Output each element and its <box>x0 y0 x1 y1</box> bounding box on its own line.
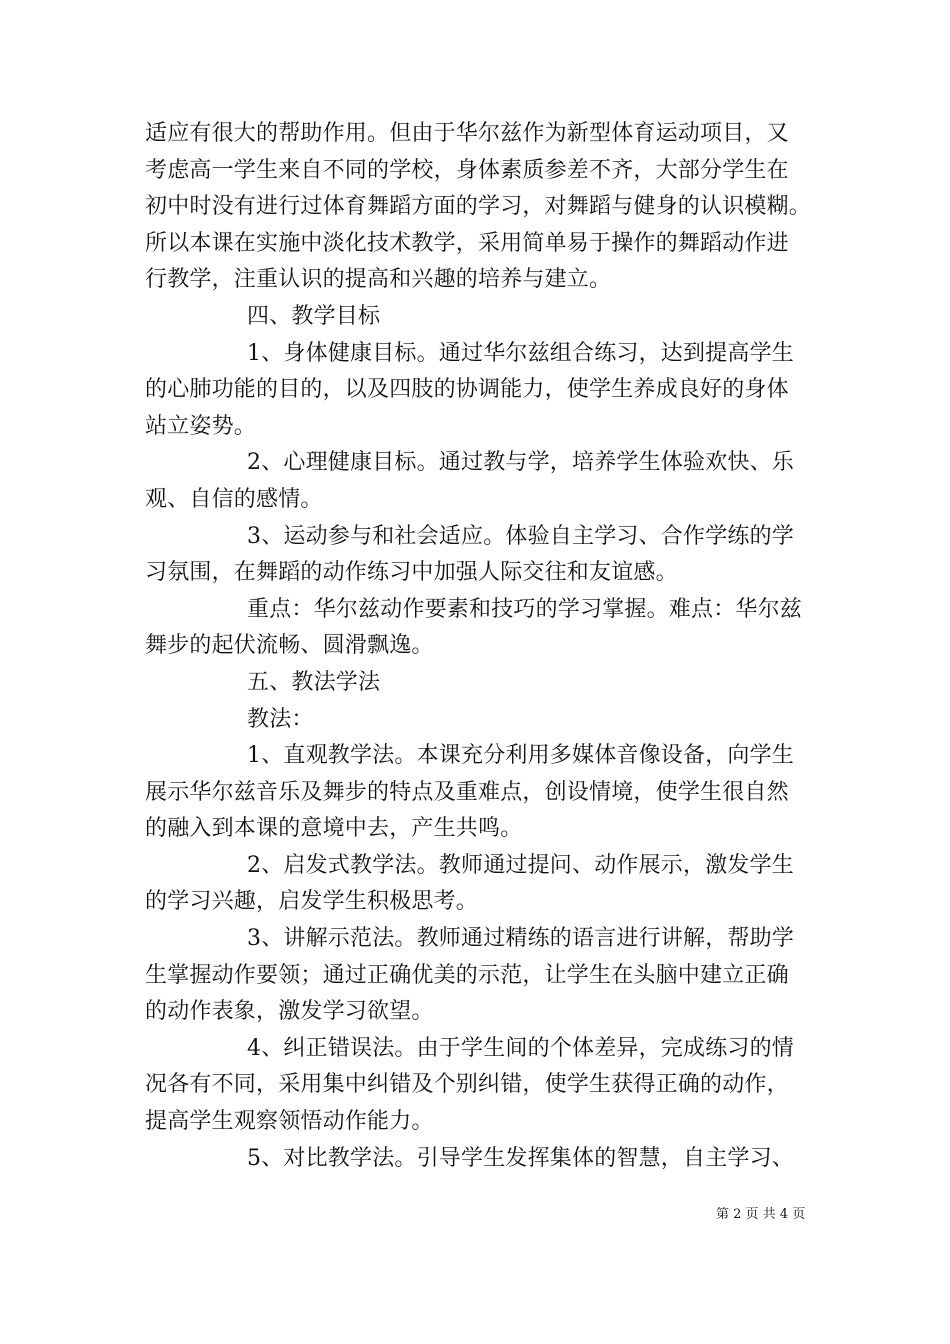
paragraph <box>145 921 815 1031</box>
text-line: 1、身体健康目标。通过华尔兹组合练习，达到提高学生 <box>247 340 794 366</box>
text-line: 适应有很大的帮助作用。但由于华尔兹作为新型体育运动项目，又 <box>145 121 789 146</box>
paragraph <box>145 519 815 592</box>
text-line: 况各有不同，采用集中纠错及个别纠错，使学生获得正确的动作， <box>145 1072 789 1098</box>
paragraph <box>145 1031 815 1141</box>
paragraph <box>145 445 815 518</box>
page-number-footer: 第 2 页 共 4 页 <box>716 1207 806 1222</box>
text-line: 舞步的起伏流畅、圆滑飘逸。 <box>145 633 434 659</box>
text-line: 2、启发式教学法。教师通过提问、动作展示，激发学生 <box>247 852 794 878</box>
text-line: 所以本课在实施中淡化技术教学，采用简单易于操作的舞蹈动作进 <box>145 230 789 256</box>
paragraph <box>145 116 815 299</box>
paragraph <box>145 738 815 848</box>
paragraph <box>145 665 815 702</box>
paragraph <box>145 299 815 336</box>
text-line: 重点：华尔兹动作要素和技巧的学习掌握。难点：华尔兹 <box>247 596 803 622</box>
text-line: 的融入到本课的意境中去，产生共鸣。 <box>145 816 523 842</box>
text-line: 5、对比教学法。引导学生发挥集体的智慧，自主学习、 <box>247 1145 794 1171</box>
text-line: 行教学，注重认识的提高和兴趣的培养与建立。 <box>145 267 612 293</box>
text-line: 1、直观教学法。本课充分利用多媒体音像设备，向学生 <box>247 743 794 769</box>
text-line: 四、教学目标 <box>247 303 381 329</box>
text-line: 生掌握动作要领；通过正确优美的示范，让学生在头脑中建立正确 <box>145 962 789 988</box>
document-body <box>145 116 815 1177</box>
text-line: 2、心理健康目标。通过教与学，培养学生体验欢快、乐 <box>247 450 794 476</box>
text-line: 初中时没有进行过体育舞蹈方面的学习，对舞蹈与健身的认识模糊。 <box>145 194 812 220</box>
text-line: 3、运动参与和社会适应。体验自主学习、合作学练的学 <box>247 523 794 549</box>
text-line: 站立姿势。 <box>145 413 257 439</box>
text-line: 教法： <box>247 706 314 732</box>
text-line: 的动作表象，激发学习欲望。 <box>145 999 434 1025</box>
paragraph <box>145 336 815 446</box>
text-line: 4、纠正错误法。由于学生间的个体差异，完成练习的情 <box>247 1035 794 1061</box>
text-line: 3、讲解示范法。教师通过精练的语言进行讲解，帮助学 <box>247 926 794 952</box>
text-line: 提高学生观察领悟动作能力。 <box>145 1109 434 1135</box>
text-line: 考虑高一学生来自不同的学校，身体素质参差不齐，大部分学生在 <box>145 157 789 183</box>
text-line: 展示华尔兹音乐及舞步的特点及重难点，创设情境，使学生很自然 <box>145 779 789 805</box>
paragraph <box>145 592 815 665</box>
paragraph <box>145 702 815 739</box>
paragraph <box>145 1141 815 1178</box>
text-line: 习氛围，在舞蹈的动作练习中加强人际交往和友谊感。 <box>145 560 678 586</box>
text-line: 五、教法学法 <box>247 669 381 695</box>
paragraph <box>145 848 815 921</box>
text-line: 的学习兴趣，启发学生积极思考。 <box>145 889 479 915</box>
text-line: 的心肺功能的目的，以及四肢的协调能力，使学生养成良好的身体 <box>145 377 789 403</box>
text-line: 观、自信的感情。 <box>145 486 323 512</box>
